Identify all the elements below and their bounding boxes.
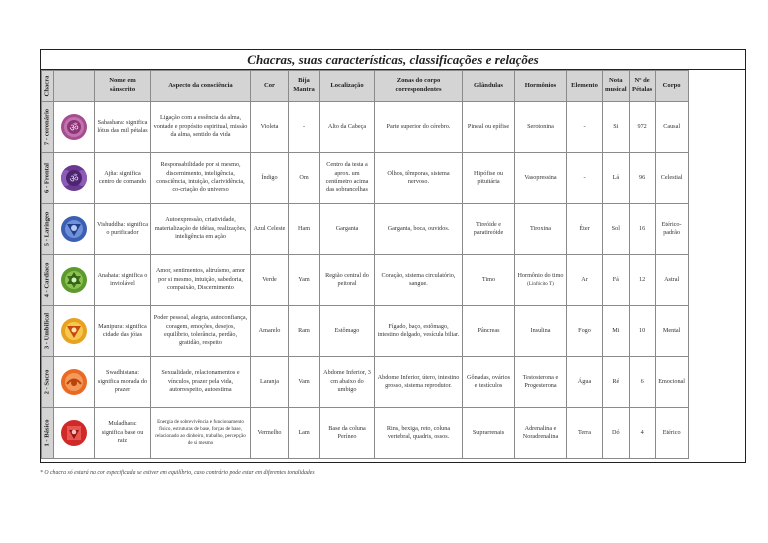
cell-aspect: Ligação com a essência da alma, vontade e propósito espiritual, missão da alma, sentido da vida [151, 102, 251, 153]
footnote: * O chacra só estará na cor especificada se estiver em equilíbrio, caso contrário pode estar em diferentes tonalidades [40, 470, 315, 476]
side-label-cell [42, 204, 54, 255]
cell-bija: Ham [289, 204, 320, 255]
cell-bija: Om [289, 153, 320, 204]
cell-bija: Vam [289, 357, 320, 408]
table-row [42, 204, 689, 255]
cell-note: Ré [603, 357, 630, 408]
side-label-cell [42, 153, 54, 204]
manipura-icon [59, 316, 89, 346]
cell-note: Dó [603, 408, 630, 459]
cell-element: Ar [567, 255, 603, 306]
symbol-cell [54, 255, 95, 306]
cell-aspect: Poder pessoal, alegria, autoconfiança, coragem, emoções, desejos, equilíbrio, tolerância, perdão, gratidão, respeito [151, 306, 251, 357]
cell-element: Éter [567, 204, 603, 255]
hormones-note: (Linfócito T) [527, 280, 554, 287]
svg-text:ॐ: ॐ [69, 174, 79, 185]
cell-color: Vermelho [251, 408, 289, 459]
cell-aspect: Sexualidade, relacionamentos e vínculos, prazer pela vida, autorrespeito, autoestima [151, 357, 251, 408]
cell-petals: 10 [629, 306, 655, 357]
cell-element: - [567, 153, 603, 204]
header-element: Elemento [567, 71, 603, 102]
chakra-sheet [40, 49, 746, 463]
side-label: 2 - Sacro [43, 369, 51, 395]
symbol-cell [54, 102, 95, 153]
cell-name: Manipura: significa cidade das jóias [95, 306, 151, 357]
cell-hormones [515, 255, 567, 306]
symbol-cell [54, 153, 95, 204]
cell-aspect: Responsabilidade por si mesmo, discernimento, inteligência, consciência, intuição, clarividência, co-criação do universo [151, 153, 251, 204]
cell-aspect: Energia de sobrevivência e funcionamento físico, estruturas de base, forças de base, relacionado ao dinheiro, trabalho, percepção de si mesmo [151, 408, 251, 459]
side-label: 7 - coronário [43, 108, 51, 146]
cell-glands: Pâncreas [463, 306, 515, 357]
header-aspect: Aspecto da consciência [151, 71, 251, 102]
side-label: 6 - Frontal [43, 163, 51, 193]
cell-petals: 96 [629, 153, 655, 204]
header-zones: Zonas do corpo correspondentes [375, 71, 463, 102]
symbol-cell [54, 204, 95, 255]
side-label: 3 - Umbilical [43, 312, 51, 350]
cell-element: - [567, 102, 603, 153]
cell-element: Fogo [567, 306, 603, 357]
cell-color: Violeta [251, 102, 289, 153]
table-row [42, 102, 689, 153]
table-row [42, 306, 689, 357]
cell-bija: Yam [289, 255, 320, 306]
side-label-cell [42, 306, 54, 357]
side-header: Chacra [43, 75, 51, 97]
cell-glands: Hipófise ou pituitária [463, 153, 515, 204]
side-label: 4 - Cardíaco [43, 262, 51, 298]
header-hormones: Hormônios [515, 71, 567, 102]
symbol-cell [54, 357, 95, 408]
cell-body: Etérico [655, 408, 688, 459]
svadhisthana-icon [59, 367, 89, 397]
cell-glands: Pineal ou epífise [463, 102, 515, 153]
cell-element: Água [567, 357, 603, 408]
cell-location: Centro da testa a aprox. um centímetro acima das sobrancelhas [320, 153, 375, 204]
cell-note: Fá [603, 255, 630, 306]
muladhara-icon [59, 418, 89, 448]
hormones-name: Hormônio do timo [517, 272, 564, 280]
ajna-icon [59, 163, 89, 193]
cell-hormones: Vasopressina [515, 153, 567, 204]
cell-body: Mental [655, 306, 688, 357]
cell-petals: 972 [629, 102, 655, 153]
cell-hormones: Tiroxina [515, 204, 567, 255]
cell-petals: 16 [629, 204, 655, 255]
cell-name: Muladhara: significa base ou raiz [95, 408, 151, 459]
symbol-cell [54, 306, 95, 357]
table-row [42, 255, 689, 306]
symbol-header [54, 71, 95, 102]
cell-color: Amarelo [251, 306, 289, 357]
cell-glands: Tireóide e paratireóide [463, 204, 515, 255]
vishuddha-icon [59, 214, 89, 244]
cell-note: Sol [603, 204, 630, 255]
table-row [42, 153, 689, 204]
header-bija: Bija Mantra [289, 71, 320, 102]
cell-location: Abdome Inferior, 3 cm abaixo do umbigo [320, 357, 375, 408]
symbol-cell [54, 408, 95, 459]
cell-aspect: Amor, sentimentos, altruísmo, amor por si mesmo, intuição, sabedoria, compaixão, Discernimento [151, 255, 251, 306]
side-label-cell [42, 408, 54, 459]
cell-petals: 6 [629, 357, 655, 408]
cell-note: Si [603, 102, 630, 153]
cell-name: Anahata: significa o inviolável [95, 255, 151, 306]
cell-zones: Olhos, têmporas, sistema nervoso. [375, 153, 463, 204]
cell-zones: Abdome Inferior, útero, intestino grosso, sistema reprodutor. [375, 357, 463, 408]
side-label-cell [42, 357, 54, 408]
cell-zones: Coração, sistema circulatório, sangue. [375, 255, 463, 306]
side-label-cell [42, 255, 54, 306]
cell-glands: Timo [463, 255, 515, 306]
header-location: Localização [320, 71, 375, 102]
cell-name: Sahashara: significa lótus das mil pétalas [95, 102, 151, 153]
table-row [42, 357, 689, 408]
cell-zones: Fígado, baço, estômago, intestino delgado, vesícula biliar. [375, 306, 463, 357]
header-glands: Glândulas [463, 71, 515, 102]
header-row [42, 71, 689, 102]
cell-petals: 12 [629, 255, 655, 306]
cell-name: Swadhistana: significa morada do prazer [95, 357, 151, 408]
cell-zones: Parte superior do cérebro. [375, 102, 463, 153]
header-petals: Nº de Pétalas [629, 71, 655, 102]
header-name: Nome em sânscrito [95, 71, 151, 102]
cell-bija: Ram [289, 306, 320, 357]
cell-bija: - [289, 102, 320, 153]
cell-location: Base da coluna Períneo [320, 408, 375, 459]
cell-body: Causal [655, 102, 688, 153]
anahata-icon [59, 265, 89, 295]
cell-petals: 4 [629, 408, 655, 459]
svg-text:ॐ: ॐ [69, 123, 79, 134]
cell-location: Garganta [320, 204, 375, 255]
cell-hormones: Insulina [515, 306, 567, 357]
side-label: 5 - Laríngeo [43, 211, 51, 247]
cell-hormones: Testosterona e Progesterona [515, 357, 567, 408]
cell-body: Astral [655, 255, 688, 306]
side-label-cell [42, 102, 54, 153]
cell-aspect: Autoexpressão, criatividade, materialização de idéias, realizações, inteligência em ação [151, 204, 251, 255]
header-color: Cor [251, 71, 289, 102]
sheet-title: Chacras, suas características, classificações e relações [41, 50, 745, 70]
table-row [42, 408, 689, 459]
cell-location: Região central do peitoral [320, 255, 375, 306]
cell-body: Emocional [655, 357, 688, 408]
cell-hormones: Serotonina [515, 102, 567, 153]
cell-note: Mi [603, 306, 630, 357]
cell-color: Verde [251, 255, 289, 306]
cell-element: Terra [567, 408, 603, 459]
chakra-table [41, 70, 689, 459]
side-label: 1 - Básico [43, 419, 51, 447]
cell-color: Azul Celeste [251, 204, 289, 255]
header-body: Corpo [655, 71, 688, 102]
cell-body: Celestial [655, 153, 688, 204]
side-header-cell [42, 71, 54, 102]
cell-glands: Gônadas, ovários e testículos [463, 357, 515, 408]
cell-zones: Rins, bexiga, reto, coluna vertebral, quadris, ossos. [375, 408, 463, 459]
cell-glands: Suprarrenais [463, 408, 515, 459]
cell-color: Laranja [251, 357, 289, 408]
cell-color: Índigo [251, 153, 289, 204]
cell-location: Alto da Cabeça [320, 102, 375, 153]
cell-zones: Garganta, boca, ouvidos. [375, 204, 463, 255]
cell-body: Etérico-padrão [655, 204, 688, 255]
cell-location: Estômago [320, 306, 375, 357]
header-note: Nota musical [603, 71, 630, 102]
cell-name: Vishuddha: significa o purificador [95, 204, 151, 255]
cell-note: Lá [603, 153, 630, 204]
cell-hormones: Adrenalina e Noradrenalina [515, 408, 567, 459]
cell-bija: Lam [289, 408, 320, 459]
om-icon [59, 112, 89, 142]
cell-name: Ajña: significa centro de comando [95, 153, 151, 204]
